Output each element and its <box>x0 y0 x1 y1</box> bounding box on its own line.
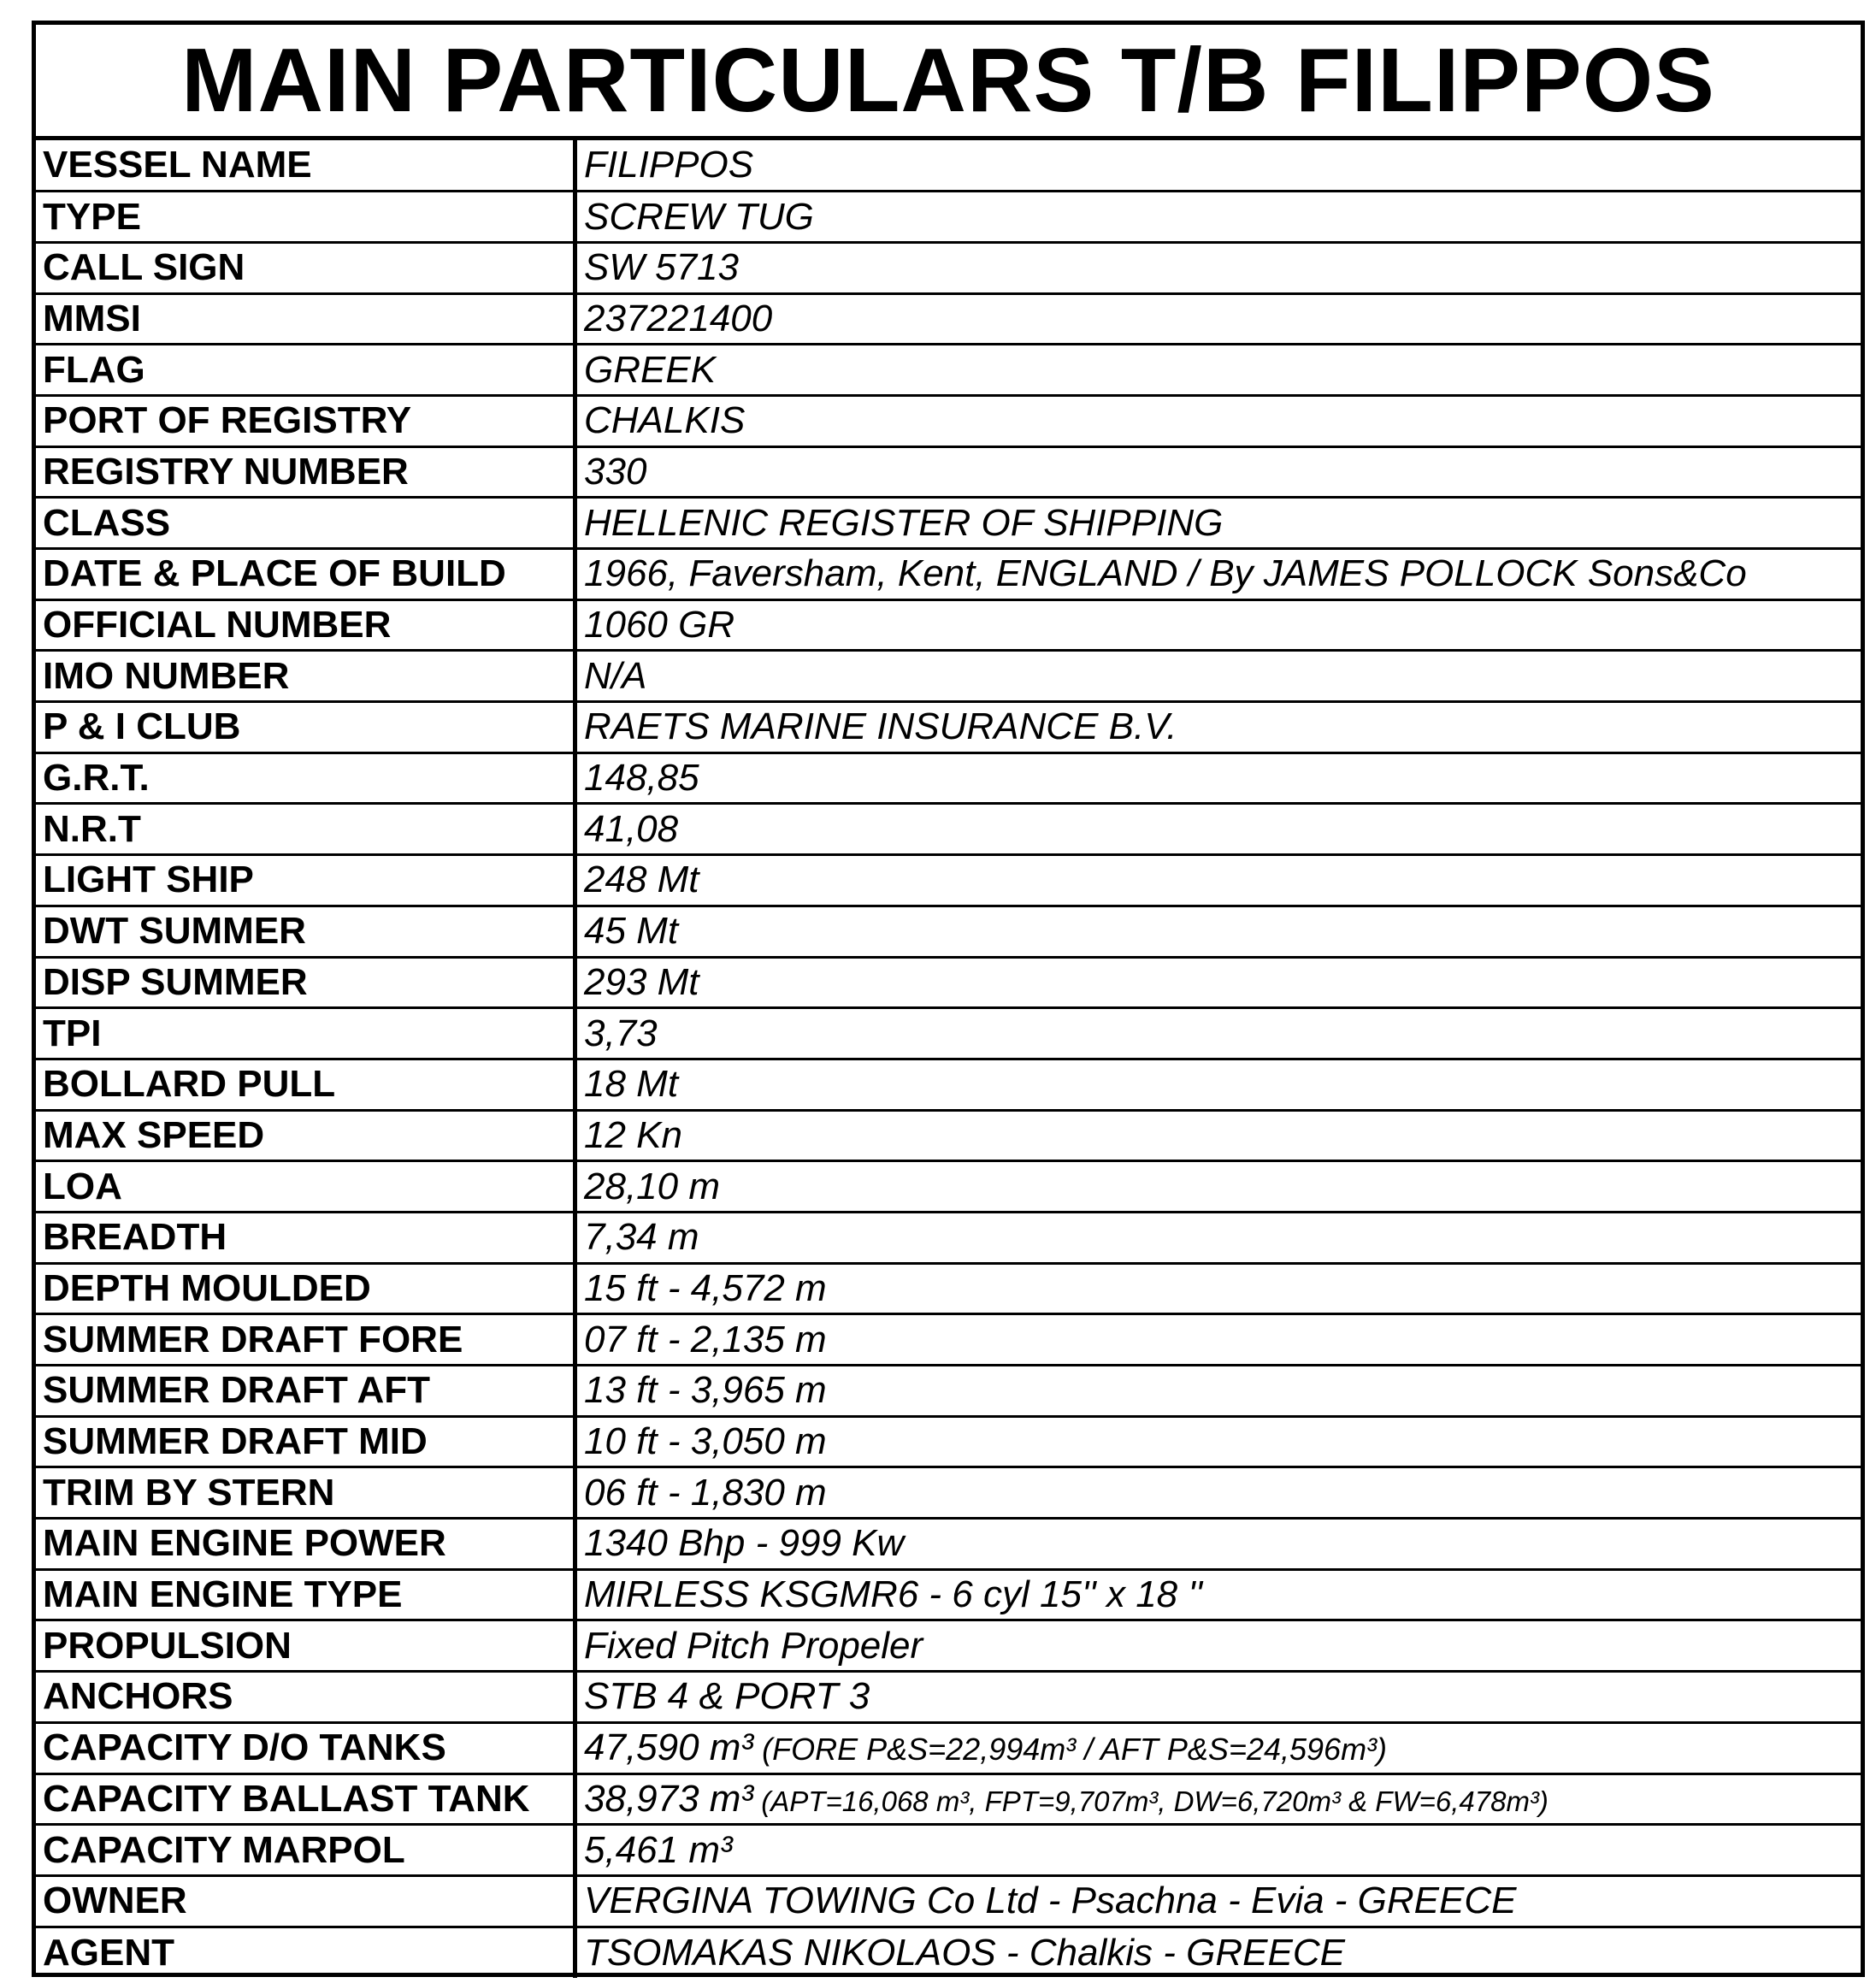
row-value-cell <box>575 1008 1861 1059</box>
row-label: PROPULSION <box>36 1620 575 1672</box>
row-label: CLASS <box>36 498 575 549</box>
table-row <box>36 1110 1861 1161</box>
table-row <box>36 804 1861 855</box>
table-row <box>36 1927 1861 1978</box>
table-row <box>36 1008 1861 1059</box>
row-value: 1060 GR <box>584 604 735 646</box>
table-row <box>36 1263 1861 1314</box>
row-value-note: (APT=16,068 m³, FPT=9,707m³, DW=6,720m³ & FW=6,478m³) <box>753 1785 1549 1817</box>
row-label: FLAG <box>36 345 575 396</box>
row-label: LOA <box>36 1161 575 1213</box>
row-label: N.R.T <box>36 804 575 855</box>
row-value: GREEK <box>584 348 717 391</box>
row-label: TYPE <box>36 192 575 243</box>
row-value: 1966, Faversham, Kent, ENGLAND / By JAMES POLLOCK Sons&Co <box>584 552 1747 595</box>
row-value-cell <box>575 1314 1861 1366</box>
row-label: DEPTH MOULDED <box>36 1263 575 1314</box>
row-label: OFFICIAL NUMBER <box>36 599 575 651</box>
row-value: STB 4 & PORT 3 <box>584 1675 870 1718</box>
row-value: 148,85 <box>584 757 699 800</box>
row-label: SUMMER DRAFT FORE <box>36 1314 575 1366</box>
row-value-cell <box>575 599 1861 651</box>
row-value-cell <box>575 140 1861 192</box>
table-row <box>36 1875 1861 1927</box>
table-row <box>36 498 1861 549</box>
table-row <box>36 1416 1861 1467</box>
row-value-cell <box>575 1059 1861 1110</box>
row-value: VERGINA TOWING Co Ltd - Psachna - Evia - GREECE <box>584 1880 1517 1922</box>
row-value-cell <box>575 395 1861 446</box>
row-value: 15 ft - 4,572 m <box>584 1266 827 1309</box>
row-label: G.R.T. <box>36 752 575 804</box>
row-value-cell <box>575 855 1861 906</box>
table-row <box>36 345 1861 396</box>
row-label: P & I CLUB <box>36 702 575 753</box>
row-label: CAPACITY BALLAST TANK <box>36 1773 575 1825</box>
table-row <box>36 1825 1861 1876</box>
row-value: FILIPPOS <box>584 144 754 186</box>
row-label: AGENT <box>36 1927 575 1978</box>
row-value-cell <box>575 1467 1861 1519</box>
page-title: MAIN PARTICULARS T/B FILIPPOS <box>181 30 1715 131</box>
particulars-table <box>36 140 1861 1978</box>
row-value-cell <box>575 446 1861 498</box>
table-row <box>36 1620 1861 1672</box>
row-value: 7,34 m <box>584 1216 699 1259</box>
table-row <box>36 1519 1861 1570</box>
row-value-cell <box>575 549 1861 600</box>
table-row <box>36 702 1861 753</box>
row-value-cell <box>575 293 1861 345</box>
row-value: 12 Kn <box>584 1113 682 1156</box>
row-label: LIGHT SHIP <box>36 855 575 906</box>
row-value-cell <box>575 192 1861 243</box>
row-value: 47,590 m³ <box>584 1726 754 1769</box>
row-label: OWNER <box>36 1875 575 1927</box>
row-value: MIRLESS KSGMR6 - 6 cyl 15'' x 18 '' <box>584 1573 1203 1616</box>
row-value-cell <box>575 906 1861 957</box>
row-value: CHALKIS <box>584 399 746 442</box>
table-row <box>36 651 1861 702</box>
row-value: HELLENIC REGISTER OF SHIPPING <box>584 501 1224 544</box>
row-value: 293 Mt <box>584 960 699 1003</box>
table-row <box>36 1773 1861 1825</box>
table-row <box>36 1366 1861 1417</box>
row-value-cell <box>575 1212 1861 1263</box>
row-label: SUMMER DRAFT MID <box>36 1416 575 1467</box>
row-value-cell <box>575 1519 1861 1570</box>
row-value-cell <box>575 1773 1861 1825</box>
row-label: CALL SIGN <box>36 242 575 293</box>
row-label: REGISTRY NUMBER <box>36 446 575 498</box>
row-label: MAIN ENGINE TYPE <box>36 1569 575 1620</box>
row-label: SUMMER DRAFT AFT <box>36 1366 575 1417</box>
row-value: 07 ft - 2,135 m <box>584 1318 827 1360</box>
row-label: DWT SUMMER <box>36 906 575 957</box>
table-row <box>36 140 1861 192</box>
table-row <box>36 293 1861 345</box>
row-value-cell <box>575 1927 1861 1978</box>
table-row <box>36 1314 1861 1366</box>
row-label: PORT OF REGISTRY <box>36 395 575 446</box>
table-row <box>36 855 1861 906</box>
row-label: TPI <box>36 1008 575 1059</box>
table-row <box>36 242 1861 293</box>
row-value-cell <box>575 1825 1861 1876</box>
row-value: 248 Mt <box>584 859 699 901</box>
table-row <box>36 752 1861 804</box>
row-value-cell <box>575 957 1861 1008</box>
row-value: Fixed Pitch Propeler <box>584 1624 923 1667</box>
row-value-cell <box>575 345 1861 396</box>
row-value: RAETS MARINE INSURANCE B.V. <box>584 705 1177 748</box>
row-value-note: (FORE P&S=22,994m³ / AFT P&S=24,596m³) <box>753 1732 1388 1768</box>
row-value: 330 <box>584 450 647 493</box>
row-label: MAX SPEED <box>36 1110 575 1161</box>
row-value: 18 Mt <box>584 1063 679 1106</box>
row-value-cell <box>575 1875 1861 1927</box>
row-value: 5,461 m³ <box>584 1828 733 1871</box>
table-row <box>36 1672 1861 1723</box>
row-value: 45 Mt <box>584 910 679 953</box>
row-label: ANCHORS <box>36 1672 575 1723</box>
row-value-cell <box>575 498 1861 549</box>
particulars-table-body <box>36 140 1861 1978</box>
row-value-cell <box>575 242 1861 293</box>
row-value-cell <box>575 1263 1861 1314</box>
row-value-cell <box>575 1569 1861 1620</box>
row-value-cell <box>575 1672 1861 1723</box>
row-label: BREADTH <box>36 1212 575 1263</box>
table-row <box>36 395 1861 446</box>
row-label: VESSEL NAME <box>36 140 575 192</box>
row-label: MAIN ENGINE POWER <box>36 1519 575 1570</box>
table-row <box>36 446 1861 498</box>
row-value: TSOMAKAS NIKOLAOS - Chalkis - GREECE <box>584 1931 1345 1974</box>
row-label: TRIM BY STERN <box>36 1467 575 1519</box>
row-value-cell <box>575 651 1861 702</box>
row-value-cell <box>575 1620 1861 1672</box>
row-value: 3,73 <box>584 1012 658 1054</box>
table-row <box>36 1467 1861 1519</box>
row-label: DATE & PLACE OF BUILD <box>36 549 575 600</box>
row-label: MMSI <box>36 293 575 345</box>
table-row <box>36 1212 1861 1263</box>
table-row <box>36 906 1861 957</box>
row-value-cell <box>575 804 1861 855</box>
row-value: SW 5713 <box>584 246 739 289</box>
row-value: 06 ft - 1,830 m <box>584 1471 827 1514</box>
row-value-cell <box>575 1416 1861 1467</box>
row-value-cell <box>575 1161 1861 1213</box>
row-value-cell <box>575 1366 1861 1417</box>
table-row <box>36 549 1861 600</box>
table-row <box>36 599 1861 651</box>
row-value: 38,973 m³ <box>584 1777 754 1820</box>
row-value: 13 ft - 3,965 m <box>584 1369 827 1412</box>
row-value: 10 ft - 3,050 m <box>584 1420 827 1463</box>
row-value: SCREW TUG <box>584 195 814 238</box>
table-row <box>36 1161 1861 1213</box>
row-label: IMO NUMBER <box>36 651 575 702</box>
row-value-cell <box>575 752 1861 804</box>
row-label: DISP SUMMER <box>36 957 575 1008</box>
row-value-cell <box>575 1722 1861 1773</box>
row-value: N/A <box>584 654 647 697</box>
row-value-cell <box>575 1110 1861 1161</box>
table-row <box>36 957 1861 1008</box>
row-label: CAPACITY MARPOL <box>36 1825 575 1876</box>
row-value: 41,08 <box>584 807 679 850</box>
row-value: 237221400 <box>584 297 773 339</box>
row-label: CAPACITY D/O TANKS <box>36 1722 575 1773</box>
row-value-cell <box>575 702 1861 753</box>
row-label: BOLLARD PULL <box>36 1059 575 1110</box>
table-row <box>36 1569 1861 1620</box>
title-box <box>36 25 1861 140</box>
row-value: 1340 Bhp - 999 Kw <box>584 1522 905 1565</box>
row-value: 28,10 m <box>584 1165 720 1207</box>
table-row <box>36 1722 1861 1773</box>
table-row <box>36 1059 1861 1110</box>
particulars-sheet <box>32 21 1865 1977</box>
table-row <box>36 192 1861 243</box>
